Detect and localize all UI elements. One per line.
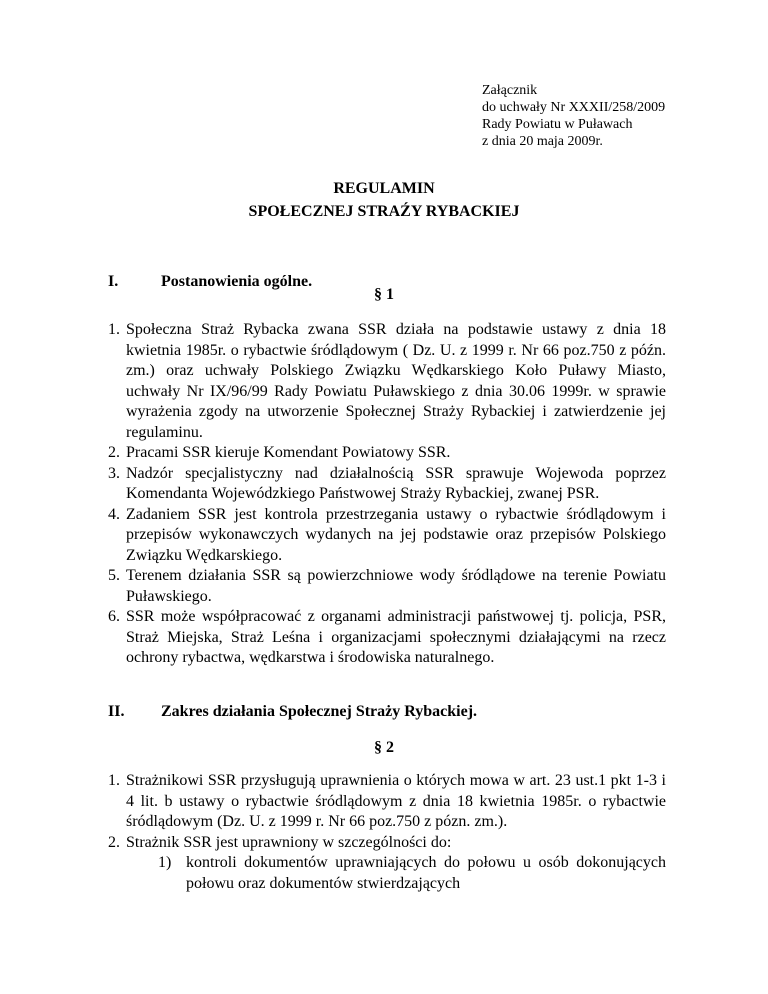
annex-note <box>482 82 665 150</box>
paragraph-2-heading: § 2 <box>374 739 394 756</box>
annex-line-4: z dnia 20 maja 2009r. <box>482 134 603 149</box>
list-item-text: Strażnikowi SSR przysługują uprawnienia o których mowa w art. 23 ust.1 pkt 1-3 i 4 lit. b ustawy o rybactwie śródlądowym z dnia 18 kwietnia 1985r. o rybactwie śródlądowym (Dz. U. z 1999 r. Nr 66 poz.750 z pózn. zm.). <box>126 772 666 830</box>
section-2-number: II. <box>108 703 125 720</box>
paragraph-1-heading: § 1 <box>374 286 394 303</box>
section-2-list <box>108 771 666 894</box>
section-1-title: Postanowienia ogólne. <box>161 273 313 290</box>
list-item-text: SSR może współpracować z organami administracji państwowej tj. policja, PSR, Straż Miejska, Straż Leśna i organizacjami społecznymi działającymi na rzecz ochrony rybactwa, wędkarstwa i środowiska naturalnego. <box>126 608 666 666</box>
list-item <box>108 320 666 443</box>
list-item-text: Strażnik SSR jest uprawniony w szczególności do: <box>126 833 452 851</box>
list-item-number: 2. <box>108 444 120 461</box>
document-title: REGULAMIN <box>333 180 435 197</box>
list-item <box>108 505 666 567</box>
list-item-text: Pracami SSR kieruje Komendant Powiatowy SSR. <box>126 444 451 461</box>
annex-line-2: do uchwały Nr XXXII/258/2009 <box>482 100 666 115</box>
sub-list-item-text: kontroli dokumentów uprawniających do połowu u osób dokonujących połowu oraz dokumentów stwierdzających <box>186 854 666 892</box>
list-item-text: Społeczna Straż Rybacka zwana SSR działa na podstawie ustawy z dnia 18 kwietnia 1985r. o rybactwie śródlądowym ( Dz. U. z 1999 r. Nr 66 poz.750 z późn. zm.) oraz uchwały Polskiego Związku Wędkarskiego Koło Puławy Miasto, uchwały Nr IX/96/99 Rady Powiatu Puławskiego z dnia 30.06 1999r. w sprawie wyrażenia zgody na utworzenie Społecznej Straży Rybackiej i zatwierdzenie jej regulaminu. <box>126 321 666 441</box>
list-item <box>108 443 666 464</box>
list-item-number: 1. <box>108 772 120 789</box>
section-2-title: Zakres działania Społecznej Straży Rybackiej. <box>161 703 478 720</box>
annex-line-1: Załącznik <box>482 83 538 98</box>
list-item <box>108 464 666 505</box>
list-item-number: 6. <box>108 608 120 625</box>
list-item-number: 4. <box>108 505 120 523</box>
section-2-sublist <box>126 853 666 894</box>
list-item <box>108 607 666 669</box>
sub-list-item <box>126 853 666 894</box>
list-item <box>108 833 666 895</box>
list-item-number: 3. <box>108 464 120 482</box>
document-subtitle: SPOŁECZNEJ STRAŹY RYBACKIEJ <box>248 203 520 220</box>
list-item-number: 1. <box>108 321 120 338</box>
section-1-number: I. <box>108 273 119 290</box>
list-item-text: Terenem działania SSR są powierzchniowe wody śródlądowe na terenie Powiatu Puławskiego. <box>126 567 666 605</box>
list-item <box>108 771 666 833</box>
sub-list-item-number: 1) <box>158 854 172 871</box>
list-item-text: Zadaniem SSR jest kontrola przestrzegania ustawy o rybactwie śródlądowym i przepisów wykonawczych wydanych na jej podstawie oraz przepisów Polskiego Związku Wędkarskiego. <box>126 505 666 564</box>
list-item-number: 2. <box>108 833 120 851</box>
list-item-text: Nadzór specjalistyczny nad działalnością SSR sprawuje Wojewoda poprzez Komendanta Wojewódzkiego Państwowej Straży Rybackiej, zwanej PSR. <box>126 464 666 502</box>
section-1-list <box>108 320 666 669</box>
list-item-number: 5. <box>108 567 120 584</box>
list-item <box>108 566 666 607</box>
annex-line-3: Rady Powiatu w Puławach <box>482 117 633 132</box>
